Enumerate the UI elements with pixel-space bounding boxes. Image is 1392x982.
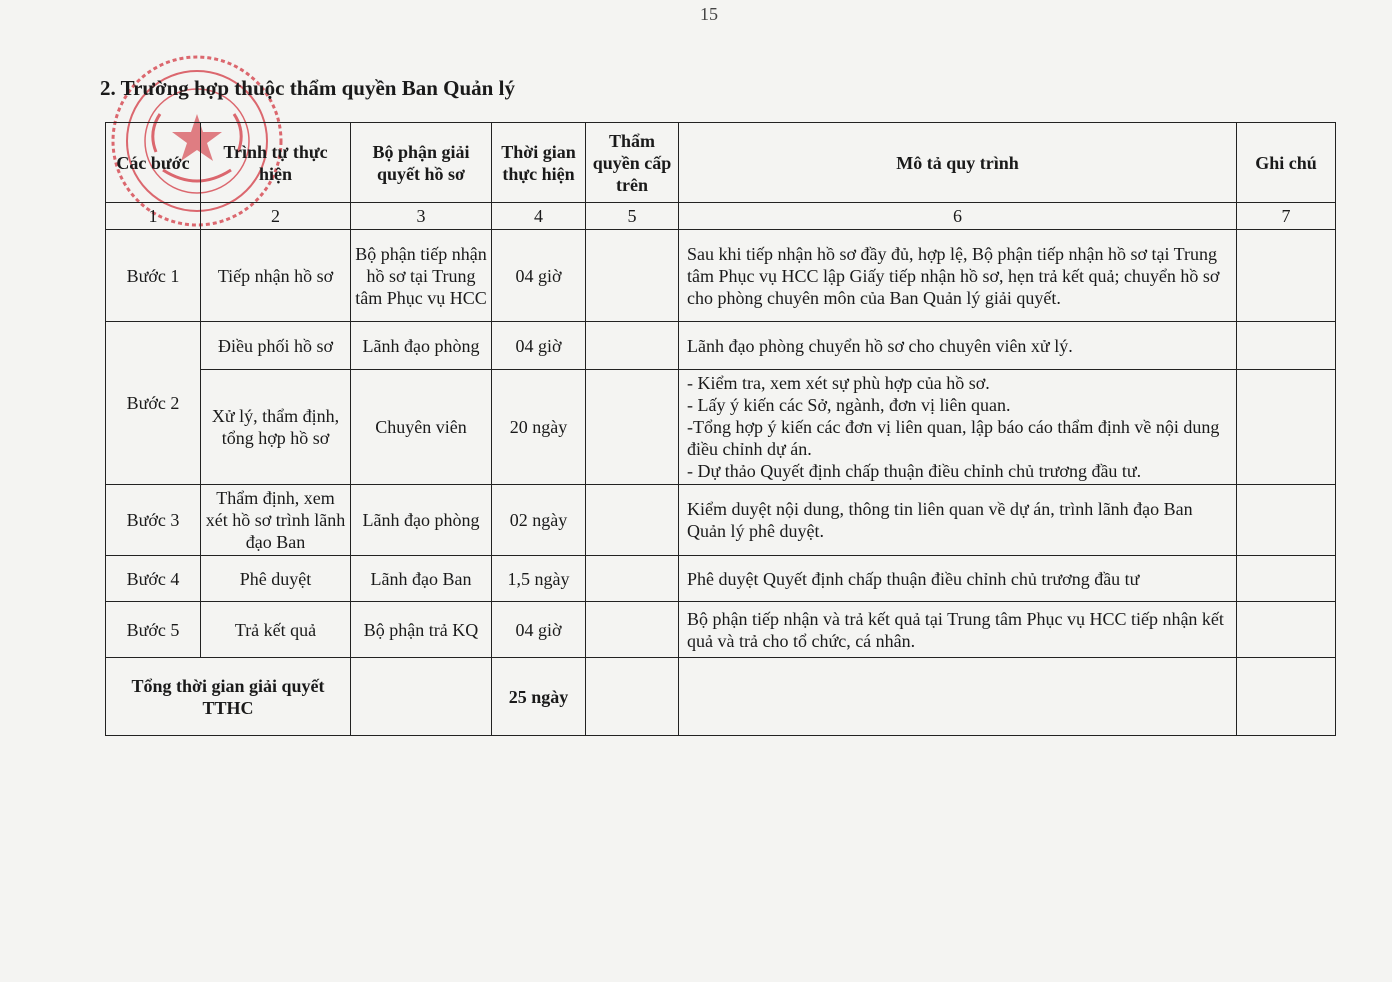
page-number: 15 [700, 4, 718, 24]
description-cell: Sau khi tiếp nhận hồ sơ đầy đủ, hợp lệ, Bộ phận tiếp nhận hồ sơ tại Trung tâm Phục vụ HCC lập Giấy tiếp nhận hồ sơ, hẹn trả kết quả; chuyển hồ sơ cho phòng chuyên môn của Ban Quản lý giải quyết. [679, 230, 1237, 322]
column-number: 4 [492, 203, 586, 230]
description-cell: Bộ phận tiếp nhận và trả kết quả tại Trung tâm Phục vụ HCC tiếp nhận kết quả và trả cho tổ chức, cá nhân. [679, 602, 1237, 658]
column-number: 2 [201, 203, 351, 230]
note-cell [1237, 322, 1336, 370]
description-cell: Lãnh đạo phòng chuyển hồ sơ cho chuyên viên xử lý. [679, 322, 1237, 370]
description-cell: Phê duyệt Quyết định chấp thuận điều chỉnh chủ trương đầu tư [679, 556, 1237, 602]
header-cell: Mô tả quy trình [679, 123, 1237, 203]
dept-cell: Lãnh đạo phòng [351, 485, 492, 556]
upper-cell [586, 485, 679, 556]
header-cell: Các bước [106, 123, 201, 203]
note-cell [1237, 370, 1336, 485]
description-cell [679, 658, 1237, 736]
description-line: -Tổng hợp ý kiến các đơn vị liên quan, lập báo cáo thẩm định về nội dung điều chỉnh dự án. [687, 417, 1220, 459]
header-cell: Thẩm quyền cấp trên [586, 123, 679, 203]
task-cell: Phê duyệt [201, 556, 351, 602]
column-number: 1 [106, 203, 201, 230]
upper-cell [586, 658, 679, 736]
table-row [106, 602, 1336, 658]
step-cell: Bước 3 [106, 485, 201, 556]
header-cell: Bộ phận giải quyết hồ sơ [351, 123, 492, 203]
total-row [106, 658, 1336, 736]
note-cell [1237, 230, 1336, 322]
note-cell [1237, 556, 1336, 602]
procedure-table [105, 122, 1336, 736]
column-number: 5 [586, 203, 679, 230]
time-cell: 20 ngày [492, 370, 586, 485]
table-row [106, 322, 1336, 370]
table-row [106, 370, 1336, 485]
time-cell: 04 giờ [492, 602, 586, 658]
upper-cell [586, 602, 679, 658]
column-number: 6 [679, 203, 1237, 230]
note-cell [1237, 602, 1336, 658]
upper-cell [586, 322, 679, 370]
task-cell: Thẩm định, xem xét hồ sơ trình lãnh đạo Ban [201, 485, 351, 556]
task-cell: Điều phối hồ sơ [201, 322, 351, 370]
task-cell: Xử lý, thẩm định, tổng hợp hồ sơ [201, 370, 351, 485]
dept-cell [351, 658, 492, 736]
column-number: 7 [1237, 203, 1336, 230]
total-time-cell: 25 ngày [492, 658, 586, 736]
time-cell: 1,5 ngày [492, 556, 586, 602]
time-cell: 04 giờ [492, 230, 586, 322]
description-line: - Kiểm tra, xem xét sự phù hợp của hồ sơ. [687, 373, 990, 393]
header-cell: Thời gian thực hiện [492, 123, 586, 203]
description-line: - Lấy ý kiến các Sở, ngành, đơn vị liên quan. [687, 395, 1011, 415]
dept-cell: Lãnh đạo phòng [351, 322, 492, 370]
dept-cell: Chuyên viên [351, 370, 492, 485]
section-heading: 2. Trường hợp thuộc thẩm quyền Ban Quản lý [100, 76, 515, 100]
total-label-cell: Tổng thời gian giải quyết TTHC [106, 658, 351, 736]
upper-cell [586, 370, 679, 485]
description-cell: Kiểm duyệt nội dung, thông tin liên quan về dự án, trình lãnh đạo Ban Quản lý phê duyệt. [679, 485, 1237, 556]
column-number: 3 [351, 203, 492, 230]
dept-cell: Lãnh đạo Ban [351, 556, 492, 602]
table-row [106, 230, 1336, 322]
note-cell [1237, 658, 1336, 736]
step-cell: Bước 4 [106, 556, 201, 602]
table-header-row [106, 123, 1336, 203]
upper-cell [586, 556, 679, 602]
time-cell: 04 giờ [492, 322, 586, 370]
note-cell [1237, 485, 1336, 556]
table-row [106, 485, 1336, 556]
step-cell: Bước 5 [106, 602, 201, 658]
time-cell: 02 ngày [492, 485, 586, 556]
column-number-row [106, 203, 1336, 230]
description-cell [679, 370, 1237, 485]
task-cell: Trả kết quả [201, 602, 351, 658]
upper-cell [586, 230, 679, 322]
step-cell: Bước 1 [106, 230, 201, 322]
header-cell: Trình tự thực hiện [201, 123, 351, 203]
dept-cell: Bộ phận tiếp nhận hồ sơ tại Trung tâm Phục vụ HCC [351, 230, 492, 322]
table-row [106, 556, 1336, 602]
step-cell: Bước 2 [106, 322, 201, 485]
task-cell: Tiếp nhận hồ sơ [201, 230, 351, 322]
header-cell: Ghi chú [1237, 123, 1336, 203]
dept-cell: Bộ phận trả KQ [351, 602, 492, 658]
description-line: - Dự thảo Quyết định chấp thuận điều chỉnh chủ trương đầu tư. [687, 461, 1142, 481]
